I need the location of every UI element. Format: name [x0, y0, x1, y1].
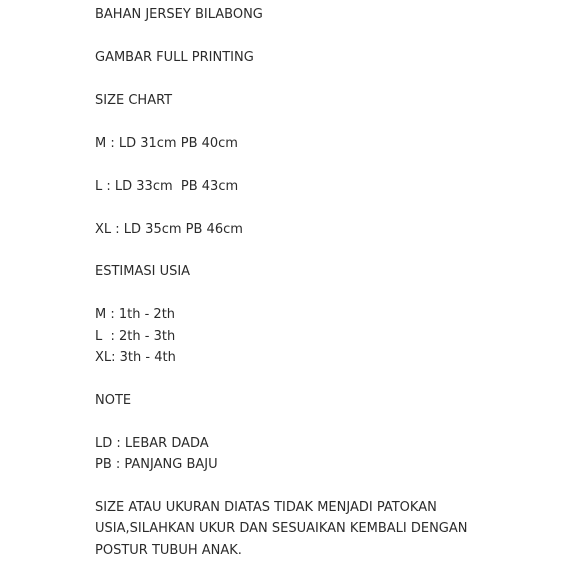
print-line: GAMBAR FULL PRINTING — [95, 50, 254, 65]
age-m-line: M : 1th - 2th — [95, 307, 176, 322]
disclaimer-line-1: SIZE ATAU UKURAN DIATAS TIDAK MENJADI PATOKAN — [95, 500, 437, 515]
size-l-line: L : LD 33cm PB 43cm — [95, 179, 239, 194]
size-m-line: M : LD 31cm PB 40cm — [95, 136, 238, 151]
size-chart-heading: SIZE CHART — [95, 93, 173, 108]
age-estimate-heading: ESTIMASI USIA — [95, 264, 191, 279]
age-l-line: L : 2th - 3th — [95, 329, 176, 344]
ld-definition: LD : LEBAR DADA — [95, 436, 209, 451]
pb-definition: PB : PANJANG BAJU — [95, 457, 218, 472]
age-xl-line: XL: 3th - 4th — [95, 350, 176, 365]
size-xl-line: XL : LD 35cm PB 46cm — [95, 222, 243, 237]
disclaimer-line-3: POSTUR TUBUH ANAK. — [95, 543, 242, 558]
material-line: BAHAN JERSEY BILABONG — [95, 7, 263, 22]
disclaimer-line-2: USIA,SILAHKAN UKUR DAN SESUAIKAN KEMBALI DENGAN — [95, 521, 468, 536]
note-heading: NOTE — [95, 393, 132, 408]
